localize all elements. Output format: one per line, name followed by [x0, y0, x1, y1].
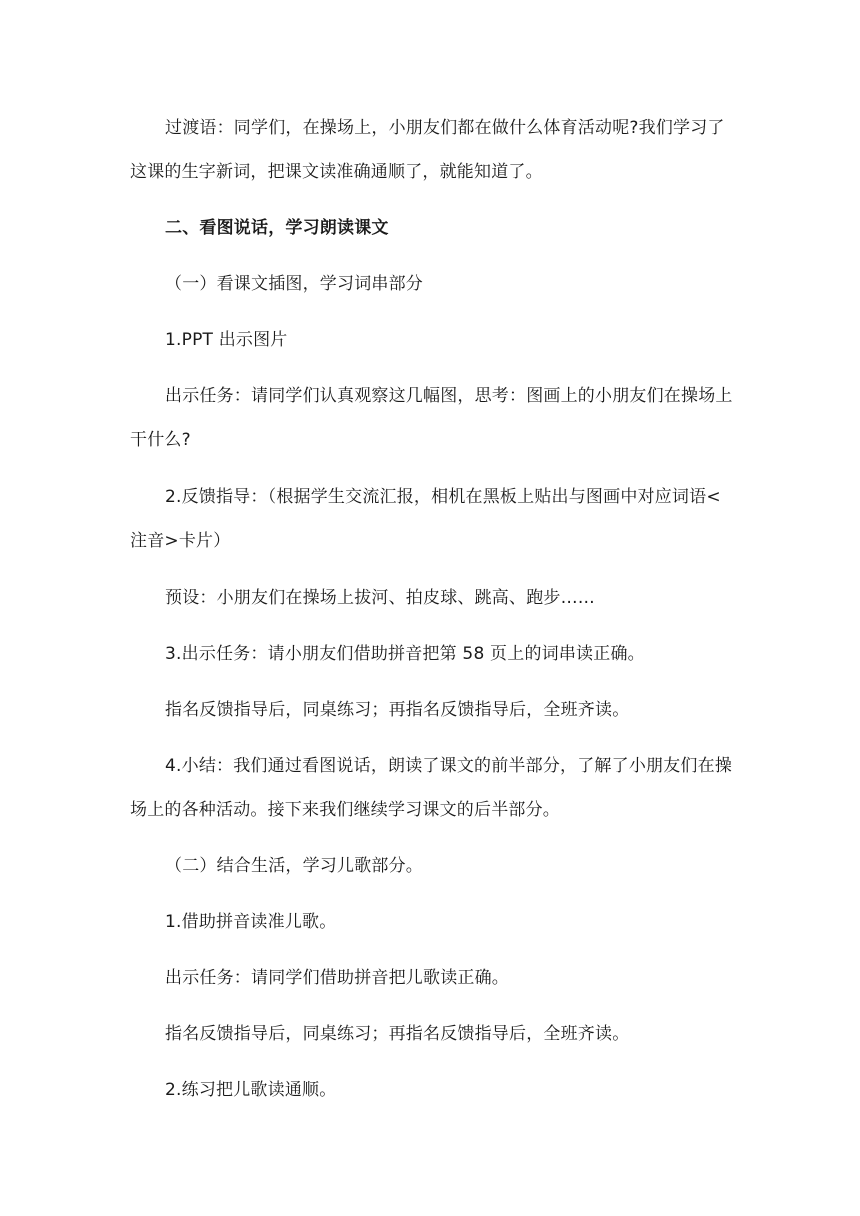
step-2-rhyme: 2.练习把儿歌读通顺。: [165, 1080, 337, 1100]
feedback-line-2: 注音>卡片）: [130, 531, 231, 551]
preset-line: 预设：小朋友们在操场上拔河、拍皮球、跳高、跑步……: [165, 588, 595, 608]
step-1: 1.PPT 出示图片: [165, 330, 288, 350]
summary-line-1: 4.小结：我们通过看图说话，朗读了课文的前半部分，了解了小朋友们在操: [165, 756, 733, 776]
subsection-heading-2: （二）结合生活，学习儿歌部分。: [165, 856, 423, 876]
feedback-line-1: 2.反馈指导：（根据学生交流汇报，相机在黑板上贴出与图画中对应词语<: [165, 487, 721, 507]
step-1-rhyme: 1.借助拼音读准儿歌。: [165, 912, 337, 932]
practice-line-2: 指名反馈指导后，同桌练习；再指名反馈指导后，全班齐读。: [165, 1024, 630, 1044]
task-line-1: 出示任务：请同学们认真观察这几幅图，思考：图画上的小朋友们在操场上: [165, 386, 733, 406]
practice-line-1: 指名反馈指导后，同桌练习；再指名反馈指导后，全班齐读。: [165, 700, 630, 720]
task-line-2: 干什么?: [130, 430, 191, 450]
paragraph-transition-line-2: 这课的生字新词，把课文读准确通顺了，就能知道了。: [130, 162, 543, 182]
summary-line-2: 场上的各种活动。接下来我们继续学习课文的后半部分。: [130, 800, 560, 820]
section-heading: 二、看图说话，学习朗读课文: [165, 218, 389, 238]
subsection-heading-1: （一）看课文插图，学习词串部分: [165, 274, 423, 294]
step-3: 3.出示任务：请小朋友们借助拼音把第 58 页上的词串读正确。: [165, 644, 645, 664]
paragraph-transition-line-1: 过渡语：同学们，在操场上，小朋友们都在做什么体育活动呢?我们学习了: [165, 118, 725, 138]
task-rhyme: 出示任务：请同学们借助拼音把儿歌读正确。: [165, 968, 509, 988]
